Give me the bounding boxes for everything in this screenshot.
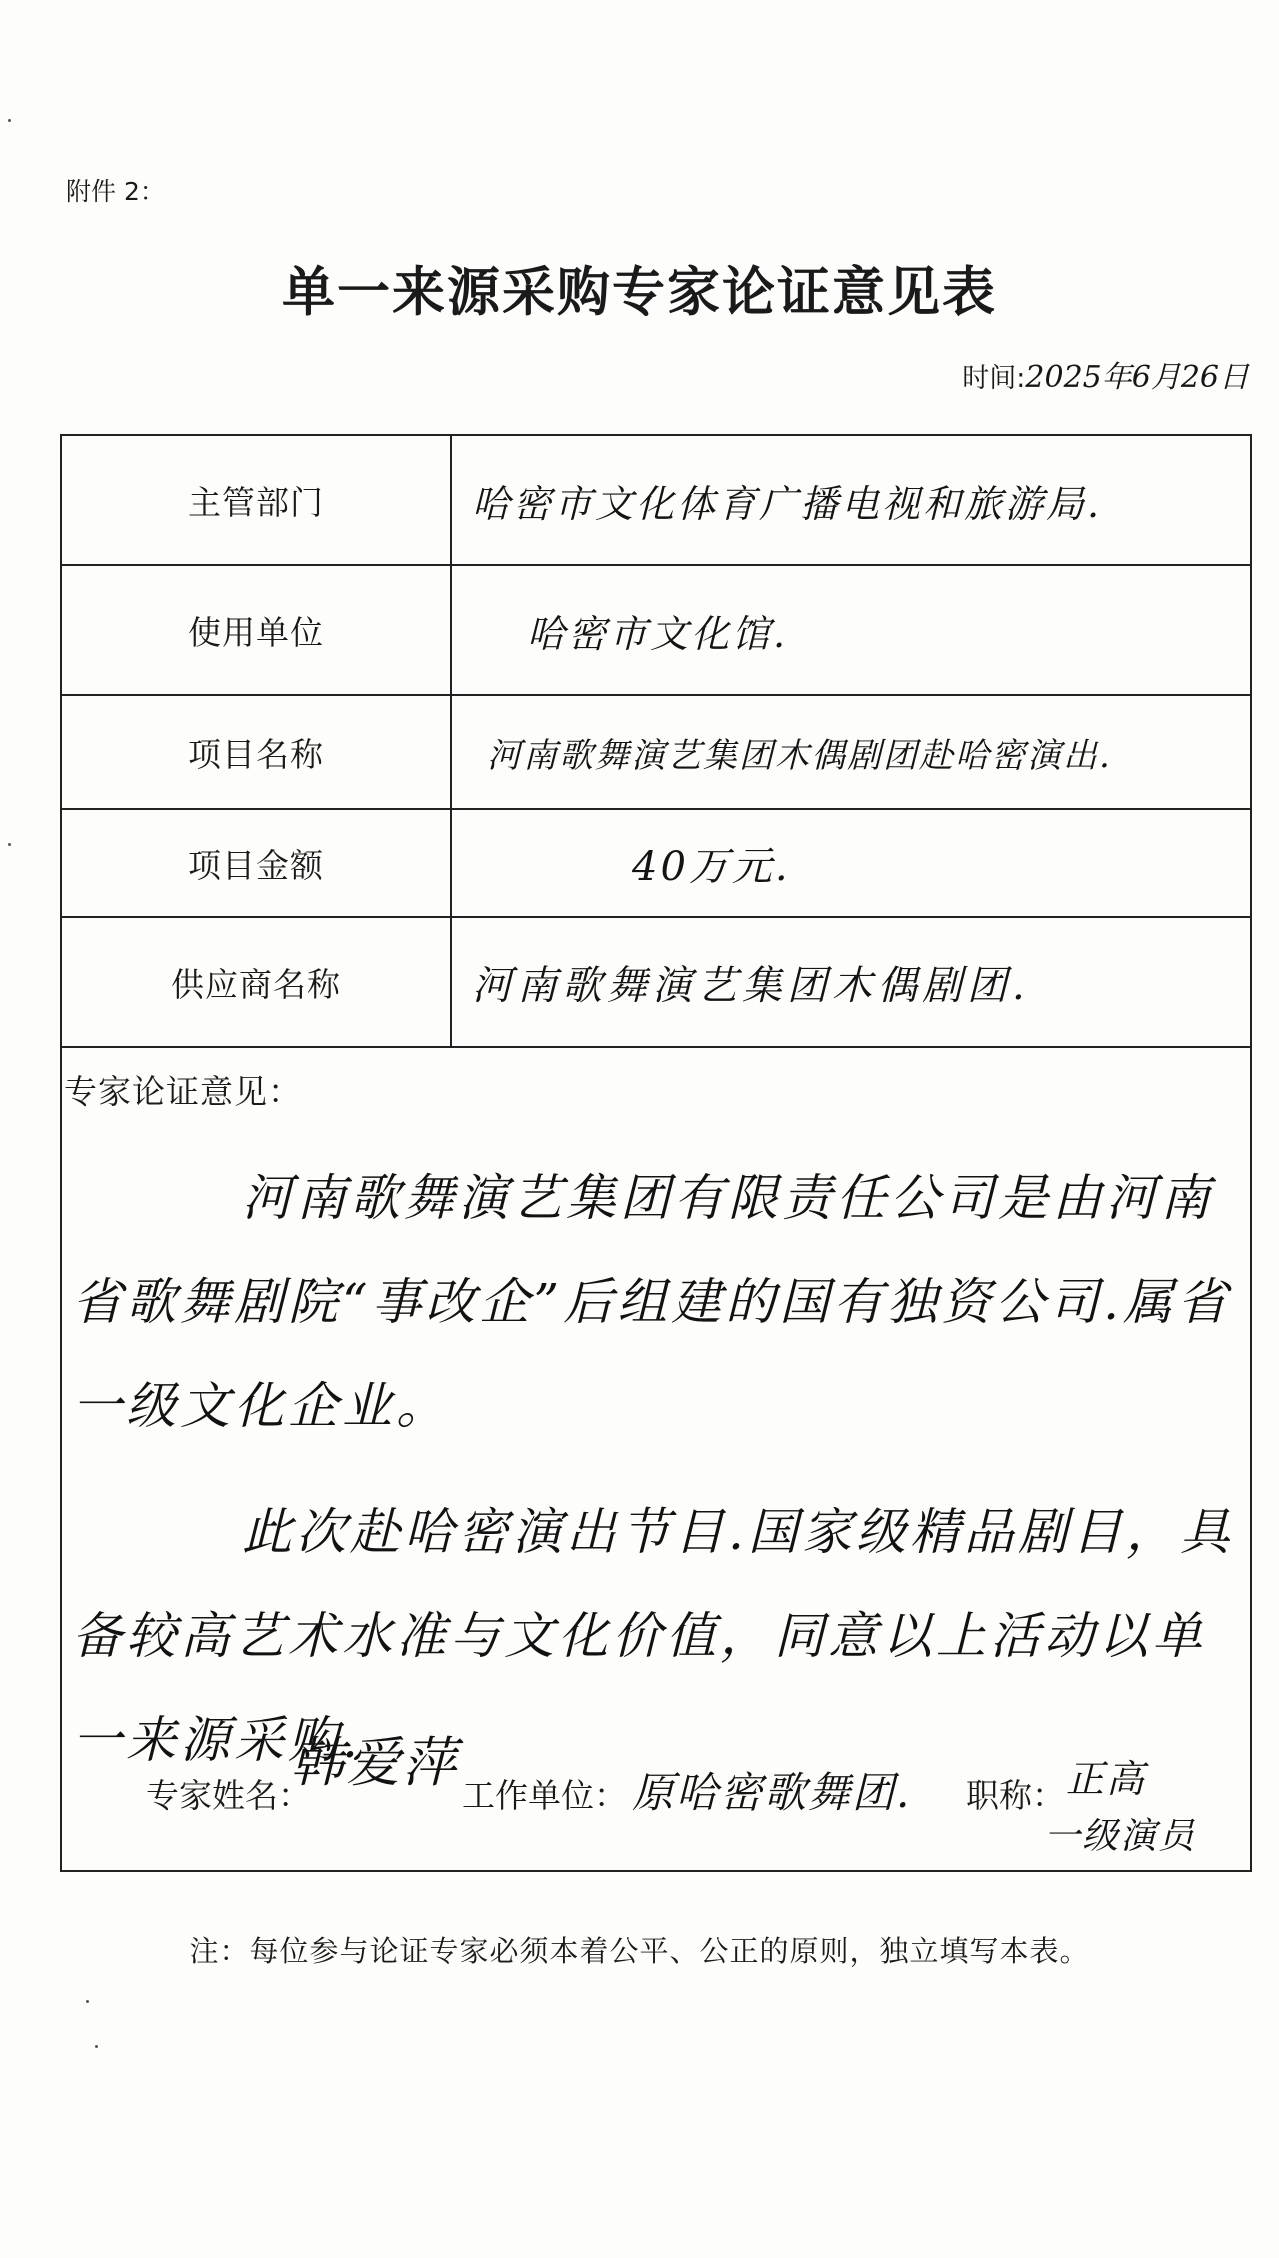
opinion-form-table — [60, 434, 1252, 1872]
scan-speck — [95, 2045, 98, 2048]
opinion-paragraph-2: 此次赴哈密演出节目.国家级精品剧目，具备较高艺术水准与文化价值，同意以上活动以单一来源采购. — [72, 1503, 1234, 1769]
work-unit-label: 工作单位： — [462, 1776, 627, 1815]
user-unit-value: 哈密市文化馆. — [451, 565, 1251, 695]
user-unit-label: 使用单位 — [61, 565, 451, 695]
project-name-label: 项目名称 — [61, 695, 451, 809]
form-row-opinion — [61, 1047, 1251, 1871]
opinion-cell — [61, 1047, 1251, 1871]
supplier-value: 河南歌舞演艺集团木偶剧团. — [451, 917, 1251, 1047]
project-amount-value: 40万元. — [451, 809, 1251, 917]
project-name-value: 河南歌舞演艺集团木偶剧团赴哈密演出. — [451, 695, 1251, 809]
form-row-supplier — [61, 917, 1251, 1047]
date-label: 时间: — [962, 363, 1026, 394]
department-value: 哈密市文化体育广播电视和旅游局. — [451, 435, 1251, 565]
form-row-project-name — [61, 695, 1251, 809]
department-label: 主管部门 — [61, 435, 451, 565]
opinion-label: 专家论证意见： — [64, 1072, 302, 1111]
form-title: 单一来源采购专家论证意见表 — [282, 261, 997, 323]
form-row-user-unit — [61, 565, 1251, 695]
work-unit-value: 原哈密歌舞团. — [632, 1768, 912, 1817]
scan-speck — [86, 2000, 89, 2003]
job-title-value-line-2: 一级演员 — [1044, 1816, 1197, 1857]
expert-name-label: 专家姓名： — [146, 1776, 311, 1815]
project-amount-label: 项目金额 — [61, 809, 451, 917]
form-row-project-amount — [61, 809, 1251, 917]
expert-name-signature: 韩爱萍 — [290, 1731, 458, 1794]
job-title-value-line-1: 正高 — [1066, 1757, 1147, 1801]
footer-note: 注：每位参与论证专家必须本着公平、公正的原则，独立填写本表。 — [189, 1934, 1090, 1968]
scan-speck — [8, 119, 11, 122]
job-title-label: 职称： — [966, 1776, 1065, 1815]
scan-speck — [8, 843, 11, 846]
supplier-label: 供应商名称 — [61, 917, 451, 1047]
opinion-paragraph-1: 河南歌舞演艺集团有限责任公司是由河南省歌舞剧院“事改企”后组建的国有独资公司.属省一级文化企业。 — [72, 1169, 1232, 1435]
date-line — [962, 352, 1249, 396]
form-row-department — [61, 435, 1251, 565]
attachment-label: 附件 2： — [66, 177, 165, 206]
date-value: 2025年6月26日 — [1025, 360, 1249, 395]
